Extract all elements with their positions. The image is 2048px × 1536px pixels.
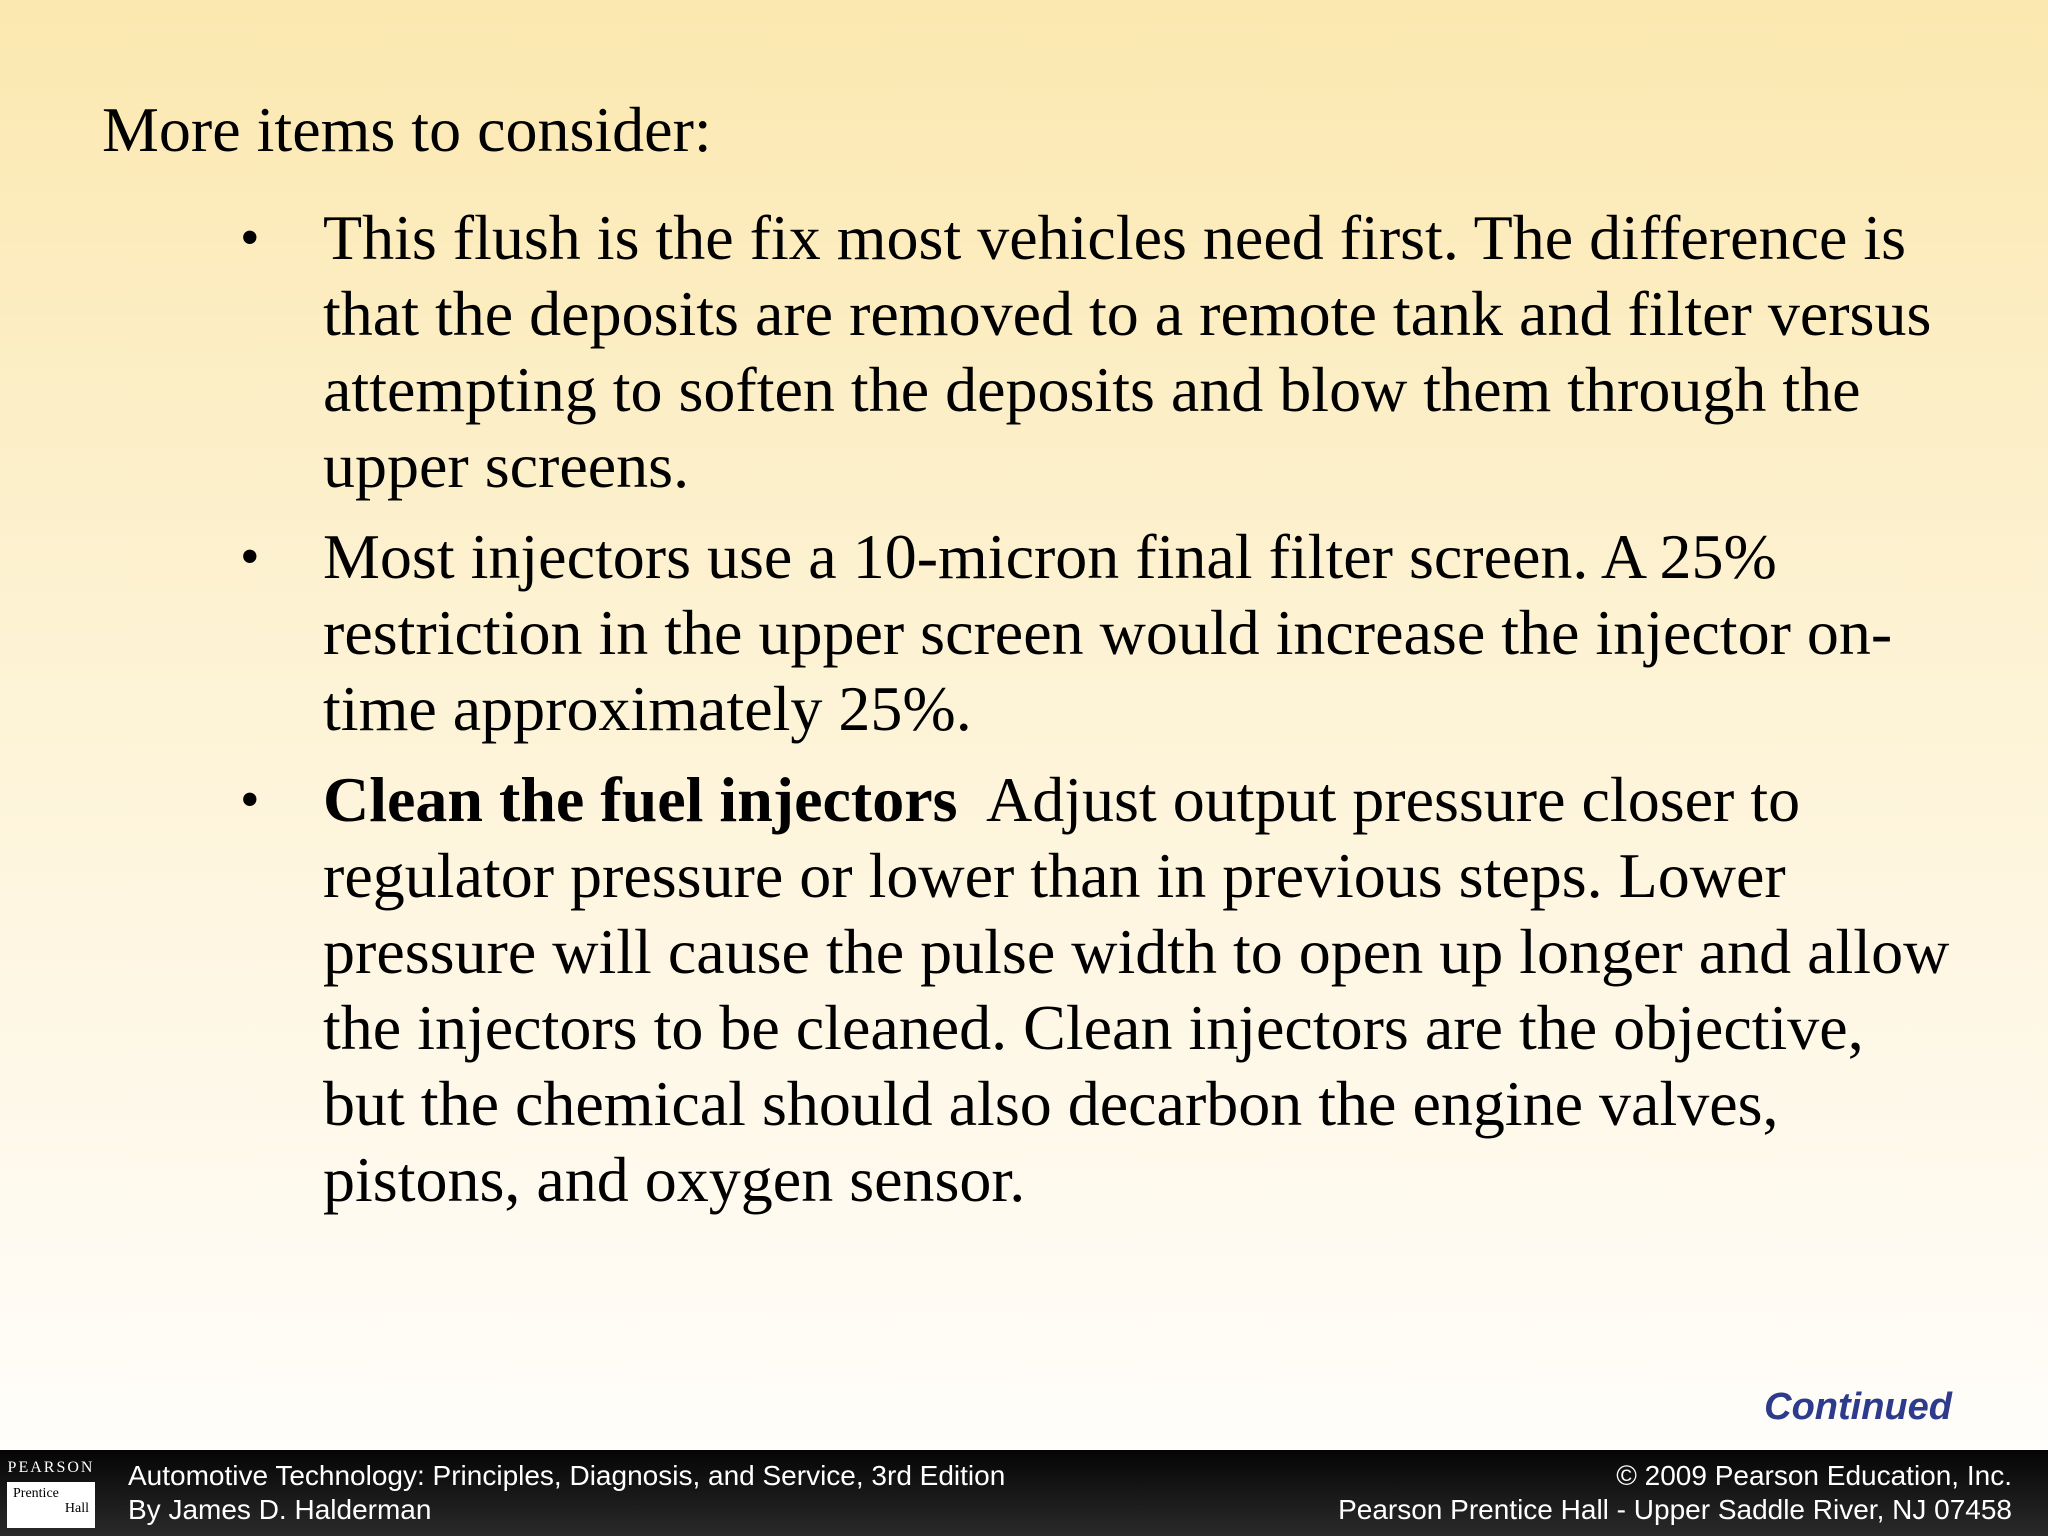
bullet-list — [240, 200, 1966, 1233]
bullet-icon: • — [240, 526, 260, 588]
bullet-icon: • — [240, 207, 260, 269]
bullet-bold-text: Clean the fuel injectors — [323, 764, 958, 835]
bullet-text: Most injectors use a 10-micron final filter screen. A 25% restriction in the upper screen would increase the injector on-time approximately 25%. — [323, 521, 1893, 744]
footer-copyright — [1338, 1459, 2012, 1527]
bullet-item-filter-screen — [240, 519, 1960, 747]
footer-publisher-address: Pearson Prentice Hall - Upper Saddle River, NJ 07458 — [1338, 1494, 2012, 1525]
bullet-text: Adjust output pressure closer to regulator pressure or lower than in previous steps. Lower pressure will cause the pulse width to open up longer and allow the injectors to be cleaned. Clean injectors are the objective, but the chemical should also decarbon the engine valves, pistons, and oxygen sensor. — [323, 764, 1966, 1215]
bullet-item-clean-injectors — [240, 762, 1966, 1218]
logo-pearson-text: PEARSON — [7, 1459, 95, 1476]
logo-hall-text: Hall — [64, 1501, 89, 1516]
logo-prentice-text: Prentice — [13, 1486, 59, 1501]
bullet-item-flush — [240, 200, 1960, 504]
publisher-logo — [0, 1450, 102, 1536]
footer-author: By James D. Halderman — [128, 1494, 432, 1525]
footer-copyright-line: © 2009 Pearson Education, Inc. — [1616, 1460, 2012, 1491]
slide-title: More items to consider: — [102, 94, 712, 165]
bullet-text: This flush is the fix most vehicles need first. The difference is that the deposits are removed to a remote tank and filter versus attempting to soften the deposits and blow them through the upper screens. — [323, 202, 1932, 501]
logo-prentice-hall-box — [7, 1482, 95, 1528]
footer-bar — [0, 1450, 2048, 1536]
continued-label: Continued — [1764, 1386, 1952, 1428]
footer-book-info — [128, 1459, 1005, 1527]
footer-book-title: Automotive Technology: Principles, Diagnosis, and Service, 3rd Edition — [128, 1460, 1006, 1491]
bullet-icon: • — [240, 769, 260, 831]
